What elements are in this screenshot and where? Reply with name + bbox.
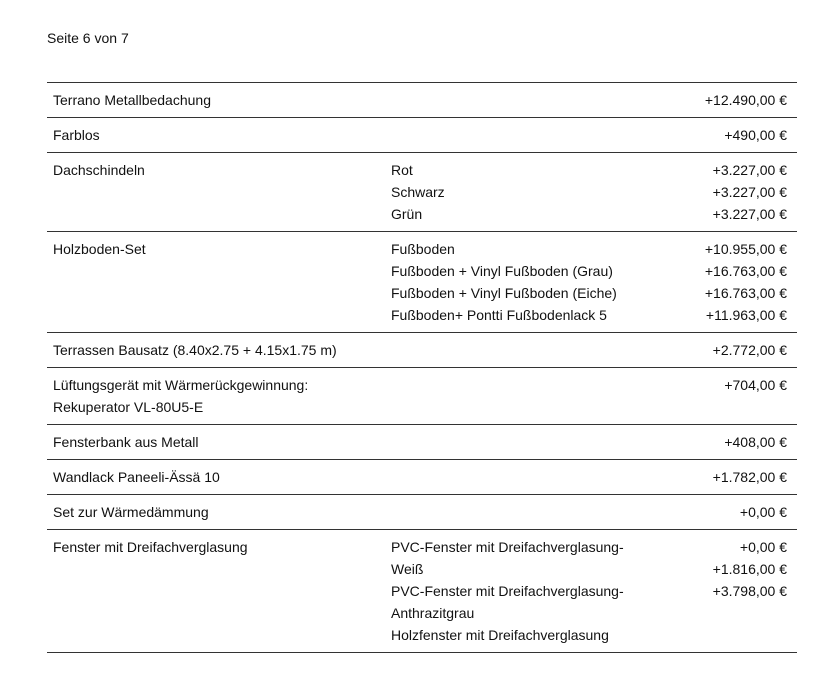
table-row — [47, 368, 797, 425]
item-name — [47, 425, 391, 460]
page-number: Seite 6 von 7 — [47, 30, 129, 46]
item-name — [47, 333, 391, 368]
item-options — [391, 460, 681, 495]
item-name-line: Wandlack Paneeli-Ässä 10 — [53, 469, 220, 485]
price-line: +1.782,00 € — [712, 469, 787, 485]
item-options — [391, 83, 681, 118]
table-row — [47, 460, 797, 495]
price-line: +490,00 € — [724, 127, 787, 143]
option-line: Fußboden — [391, 241, 455, 257]
item-name-line: Set zur Wärmedämmung — [53, 504, 209, 520]
item-options — [391, 425, 681, 460]
price-line: +2.772,00 € — [712, 342, 787, 358]
price-line: +11.963,00 € — [705, 307, 787, 323]
item-name — [47, 83, 391, 118]
option-line: Fußboden + Vinyl Fußboden (Grau) — [391, 263, 613, 279]
price-line: +12.490,00 € — [704, 92, 787, 108]
price-line: +3.227,00 € — [712, 162, 787, 178]
item-price — [681, 333, 797, 368]
item-name-line: Farblos — [53, 127, 100, 143]
item-price — [681, 83, 797, 118]
price-line: +704,00 € — [724, 377, 787, 393]
item-price — [681, 118, 797, 153]
item-price — [681, 232, 797, 333]
table-row — [47, 530, 797, 653]
item-name — [47, 460, 391, 495]
item-options — [391, 153, 681, 232]
price-line: +3.798,00 € — [712, 583, 787, 599]
table-row — [47, 425, 797, 460]
option-line: Anthrazitgrau — [391, 605, 475, 621]
option-line: Rot — [391, 162, 413, 178]
option-line: Fußboden + Vinyl Fußboden (Eiche) — [391, 285, 617, 301]
table-row — [47, 83, 797, 118]
table-row — [47, 153, 797, 232]
option-line: Schwarz — [391, 184, 445, 200]
table-row — [47, 495, 797, 530]
item-price — [681, 495, 797, 530]
price-line: +3.227,00 € — [712, 206, 787, 222]
price-line: +10.955,00 € — [704, 241, 787, 257]
table-row — [47, 333, 797, 368]
item-name-line: Holzboden-Set — [53, 241, 146, 257]
price-line: +16.763,00 € — [704, 263, 787, 279]
item-name — [47, 530, 391, 653]
price-line: +408,00 € — [724, 434, 787, 450]
item-name — [47, 232, 391, 333]
item-name-line: Fensterbank aus Metall — [53, 434, 199, 450]
item-name-line: Fenster mit Dreifachverglasung — [53, 539, 248, 555]
item-name-line: Terrassen Bausatz (8.40x2.75 + 4.15x1.75 m) — [53, 342, 337, 358]
option-line: Holzfenster mit Dreifachverglasung — [391, 627, 609, 643]
price-line: +3.227,00 € — [712, 184, 787, 200]
table-row — [47, 118, 797, 153]
item-options — [391, 530, 681, 653]
item-price — [681, 460, 797, 495]
item-name-line: Terrano Metallbedachung — [53, 92, 211, 108]
option-line: PVC-Fenster mit Dreifachverglasung- — [391, 539, 624, 555]
item-name — [47, 118, 391, 153]
option-line: Grün — [391, 206, 423, 222]
table-row — [47, 232, 797, 333]
item-options — [391, 333, 681, 368]
price-line: +1.816,00 € — [712, 561, 787, 577]
option-line: Fußboden+ Pontti Fußbodenlack 5 — [391, 307, 607, 323]
item-name — [47, 495, 391, 530]
item-name-line: Rekuperator VL-80U5-E — [53, 399, 204, 415]
price-line: +0,00 € — [739, 539, 787, 555]
item-name — [47, 368, 681, 425]
item-name — [47, 153, 391, 232]
option-line: Weiß — [391, 561, 424, 577]
item-options — [391, 232, 681, 333]
item-options — [391, 495, 681, 530]
item-price — [681, 153, 797, 232]
price-line: +16.763,00 € — [704, 285, 787, 301]
item-price — [681, 530, 797, 653]
item-price — [681, 425, 797, 460]
price-line: +0,00 € — [739, 504, 787, 520]
item-name-line: Dachschindeln — [53, 162, 145, 178]
item-name-line: Lüftungsgerät mit Wärmerückgewinnung: — [53, 377, 309, 393]
item-options — [391, 118, 681, 153]
item-price — [681, 368, 797, 425]
price-table — [47, 82, 797, 653]
option-line: PVC-Fenster mit Dreifachverglasung- — [391, 583, 624, 599]
